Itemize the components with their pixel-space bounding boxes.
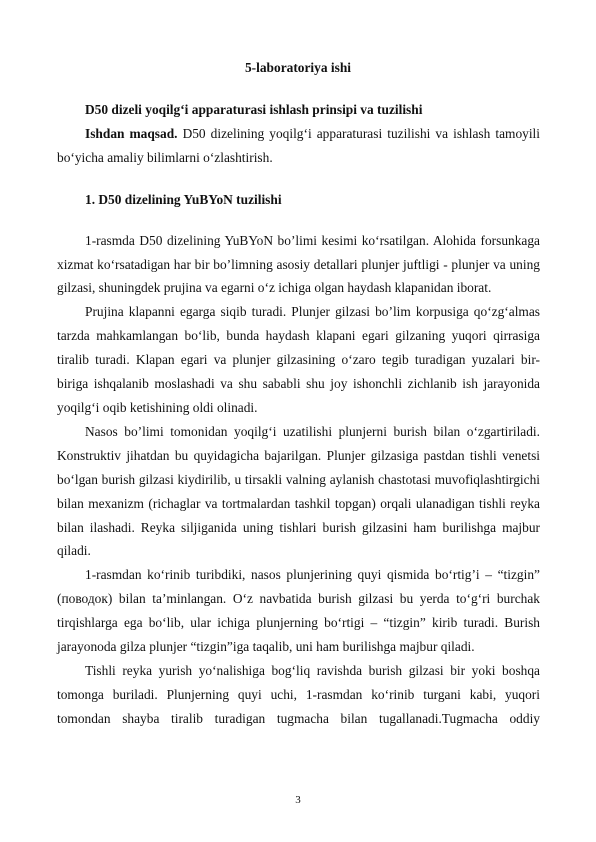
body-paragraph: Nasos bo’limi tomonidan yoqilg‘i uzatilishi plunjerni burish bilan o‘zgartiriladi. Konstruktiv jihatdan bu quyidagicha bajarilgan. Plunjer gilzasiga pastdan tishli venetsi bo‘lgan burish gilzasi kiydirilib, u tirsakli valning aylanish chastotasi muvofiqlashtirgichi bilan mexanizm (richaglar va tortmalardan tashkil topgan) orqali ulanadigan tishli reyka bilan ilashadi. Reyka siljiganida uning tishlari burish gilzasini ham burilishga majbur qiladi.: [57, 423, 540, 559]
body-paragraph: 1-rasmdan ko‘rinib turibdiki, nasos plunjerining quyi qismida bo‘rtig’i – “tizgin” (поводок) bilan ta’minlangan. O‘z navbatida burish gilzasi bu yerda to‘g‘ri burchak tirqishlarga ega bo‘lib, ular ichiga plunjerning bo‘rtigi – “tizgin” kirib turadi. Burish jarayonoda gilza plunjer “tizgin”iga taqalib, uni ham burilishga majbur qiladi.: [57, 567, 540, 655]
lab-topic-heading: D50 dizeli yoqilg‘i apparaturasi ishlash prinsipi va tuzilishi: [85, 102, 423, 117]
goal-label: Ishdan maqsad.: [85, 125, 178, 141]
goal-paragraph: [57, 122, 540, 170]
page-title: 5-laboratoriya ishi: [244, 60, 351, 75]
body-paragraph: Prujina klapanni egarga siqib turadi. Plunjer gilzasi bo’lim korpusiga qo‘zg‘almas tarzda mahkamlangan bo‘lib, bunda haydash klapani egari gilzaning yuqori qirrasiga tiralib turadi. Klapan egari va plunjer gilzasining o‘zaro tegib turadigan yuzalari bir-biriga ishqalanib moslashadi va shu sababli shu joy ishonchli zichlanib ish jarayonida yoqilg‘i oqib ketishining oldi olinadi.: [57, 304, 540, 415]
body-paragraph: 1-rasmda D50 dizelining YuBYoN bo’limi kesimi ko‘rsatilgan. Alohida forsunkaga xizmat ko‘rsatadigan har bir bo’limning asosiy detallari plunjer juftligi - plunjer va uning gilzasi, shuningdek prujina va egarni o‘z ichiga olgan haydash klapanidan iborat.: [57, 232, 540, 296]
section-heading: 1. D50 dizelining YuBYoN tuzilishi: [85, 191, 282, 207]
page-number: 3: [295, 794, 301, 806]
body-paragraph: Tishli reyka yurish yo‘nalishiga bog‘liq ravishda burish gilzasi bir yoki boshqa tomonga buriladi. Plunjerning quyi uchi, 1-rasmdan ko‘rinib turgani kabi, yuqori tomondan shayba tiralib turadigan tugmacha bilan tugallanadi.Tugmacha oddiy: [57, 662, 540, 726]
document-body: [57, 98, 540, 731]
goal-text: D50 dizelining yoqilg‘i apparaturasi tuzilishi va ishlash tamoyili bo‘yicha amaliy bilimlarni o‘zlashtirish.: [57, 125, 540, 165]
